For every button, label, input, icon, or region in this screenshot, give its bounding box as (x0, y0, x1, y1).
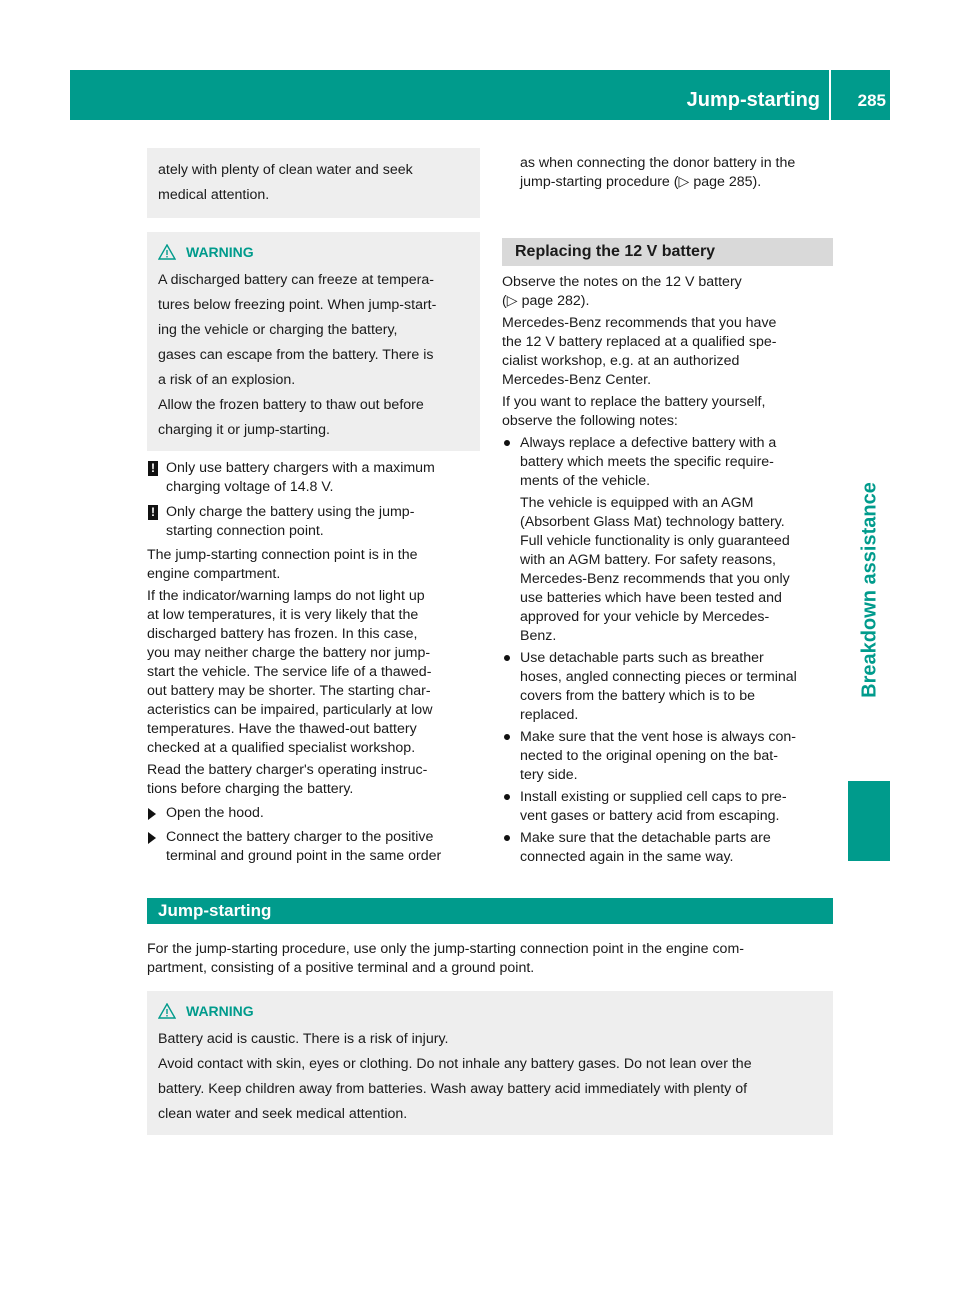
warning-triangle-icon (158, 244, 176, 260)
chapter-marker (848, 781, 890, 861)
text-line: If you want to replace the battery yourself, (502, 394, 766, 410)
text-line: observe the following notes: (502, 413, 678, 429)
paragraph (502, 314, 833, 390)
text-line: medical attention. (158, 187, 270, 203)
paragraph (502, 393, 833, 431)
warning-title: WARNING (186, 1003, 254, 1019)
bullet-icon (504, 734, 510, 740)
text-line: The jump-starting connection point is in the (147, 547, 418, 563)
text-line: you may neither charge the battery nor jump- (147, 645, 431, 661)
text-line: with an AGM battery. For safety reasons, (520, 552, 777, 568)
text-line: nected to the original opening on the bat- (520, 748, 778, 764)
text-line: Only use battery chargers with a maximum (166, 460, 435, 476)
text-line: Make sure that the detachable parts are (520, 830, 771, 846)
warning-triangle-icon (158, 1003, 176, 1019)
text-line: Allow the frozen battery to thaw out before (158, 397, 424, 413)
page-number: 285 (857, 91, 886, 110)
text-line: vent gases or battery acid from escaping. (520, 808, 780, 824)
text-line: (Absorbent Glass Mat) technology battery. (520, 514, 785, 530)
text-line: connected again in the same way. (520, 849, 734, 865)
text-line: For the jump-starting procedure, use only the jump-starting connection point in the engine com- (147, 941, 744, 957)
text-line: Full vehicle functionality is only guaranteed (520, 533, 790, 549)
text-line: Only charge the battery using the jump- (166, 504, 415, 520)
text-line: at low temperatures, it is very likely that the (147, 607, 419, 623)
bullet-icon (504, 794, 510, 800)
text-line: ing the vehicle or charging the battery, (158, 322, 398, 338)
text-line: ately with plenty of clean water and seek (158, 162, 413, 178)
text-line: discharged battery has frozen. In this case, (147, 626, 418, 642)
text-line: partment, consisting of a positive terminal and a ground point. (147, 960, 535, 976)
intro-paragraph (147, 940, 833, 978)
paragraph (147, 546, 480, 584)
bullet-icon (504, 440, 510, 446)
bullet-subparagraph (520, 494, 833, 646)
step-open-hood (147, 804, 480, 823)
text-line: Read the battery charger's operating instruc- (147, 762, 428, 778)
text-line: A discharged battery can freeze at tempera- (158, 272, 435, 288)
text-line: clean water and seek medical attention. (158, 1106, 408, 1122)
text-line: Battery acid is caustic. There is a risk of injury. (158, 1031, 449, 1047)
text-line: tery side. (520, 767, 578, 783)
text-line: Connect the battery charger to the positive (166, 829, 434, 845)
text-line: covers from the battery which is to be (520, 688, 755, 704)
text-line: cialist workshop, e.g. at an authorized (502, 353, 740, 369)
text-line: acteristics can be impaired, particularly at low (147, 702, 433, 718)
text-line: Always replace a defective battery with a (520, 435, 777, 451)
exclamation-icon: ! (148, 461, 158, 476)
text-line: jump-starting procedure (▷ page 285). (520, 174, 762, 190)
paragraph (147, 761, 480, 799)
text-line: start the vehicle. The service life of a thawed- (147, 664, 432, 680)
text-line: approved for your vehicle by Mercedes- (520, 609, 770, 625)
note-charge-point (147, 503, 480, 541)
text-line: Make sure that the vent hose is always con- (520, 729, 797, 745)
warning-heading (158, 1001, 823, 1021)
bullet-item (502, 649, 833, 725)
warning-title: WARNING (186, 244, 254, 260)
warning-box-acid (147, 991, 833, 1135)
chapter-label: Breakdown assistance (858, 482, 881, 698)
paragraph (502, 273, 833, 311)
continued-step (502, 154, 833, 192)
step-arrow-icon (148, 808, 156, 820)
step-arrow-icon (148, 832, 156, 844)
text-line: The vehicle is equipped with an AGM (520, 495, 754, 511)
text-line: Avoid contact with skin, eyes or clothing. Do not inhale any battery gases. Do not lean over the (158, 1056, 752, 1072)
warning-box-freeze (147, 232, 480, 451)
step-connect-charger (147, 828, 480, 866)
text-line: ments of the vehicle. (520, 473, 651, 489)
bullet-item (502, 829, 833, 867)
text-line: gases can escape from the battery. There is (158, 347, 434, 363)
text-line: engine compartment. (147, 566, 281, 582)
text-line: tions before charging the battery. (147, 781, 354, 797)
text-line: checked at a qualified specialist workshop. (147, 740, 416, 756)
bullet-icon (504, 655, 510, 661)
section-heading-replacing-battery: Replacing the 12 V battery (502, 238, 833, 266)
chapter-tab (859, 460, 881, 720)
continued-warning-box (147, 148, 480, 218)
text-line: the 12 V battery replaced at a qualified spe- (502, 334, 777, 350)
header-divider (829, 70, 831, 120)
page-header (70, 70, 890, 120)
text-line: hoses, angled connecting pieces or terminal (520, 669, 797, 685)
text-line: If the indicator/warning lamps do not light up (147, 588, 425, 604)
right-column (502, 148, 833, 867)
text-line: Install existing or supplied cell caps to pre- (520, 789, 787, 805)
text-line: out battery may be shorter. The starting char- (147, 683, 431, 699)
text-line: charging it or jump-starting. (158, 422, 330, 438)
bullet-item (502, 434, 833, 646)
bullet-item (502, 728, 833, 785)
bullet-item (502, 788, 833, 826)
text-line: Mercedes-Benz Center. (502, 372, 652, 388)
text-line: use batteries which have been tested and (520, 590, 782, 606)
text-line: temperatures. Have the thawed-out battery (147, 721, 417, 737)
text-line: Use detachable parts such as breather (520, 650, 764, 666)
header-title: Jump-starting (686, 89, 820, 111)
section-heading-jump-starting: Jump-starting (147, 898, 833, 924)
text-line: (▷ page 282). (502, 293, 590, 309)
bullet-icon (504, 835, 510, 841)
note-charger-voltage (147, 459, 480, 497)
text-line: replaced. (520, 707, 579, 723)
text-line: Mercedes-Benz recommends that you only (520, 571, 790, 587)
text-line: Open the hood. (166, 805, 264, 821)
text-line: Observe the notes on the 12 V battery (502, 274, 742, 290)
jump-starting-section (147, 898, 833, 1135)
text-line: charging voltage of 14.8 V. (166, 479, 334, 495)
text-line: a risk of an explosion. (158, 372, 296, 388)
left-column (147, 148, 480, 866)
text-line: tures below freezing point. When jump-start- (158, 297, 437, 313)
text-line: Benz. (520, 628, 557, 644)
text-line: battery which meets the specific require- (520, 454, 774, 470)
text-line: terminal and ground point in the same order (166, 848, 442, 864)
text-line: starting connection point. (166, 523, 324, 539)
text-line: as when connecting the donor battery in the (520, 155, 796, 171)
exclamation-icon: ! (148, 505, 158, 520)
paragraph (147, 587, 480, 758)
warning-heading (158, 242, 470, 262)
text-line: battery. Keep children away from batteries. Wash away battery acid immediately with plenty of (158, 1081, 748, 1097)
text-line: Mercedes-Benz recommends that you have (502, 315, 777, 331)
